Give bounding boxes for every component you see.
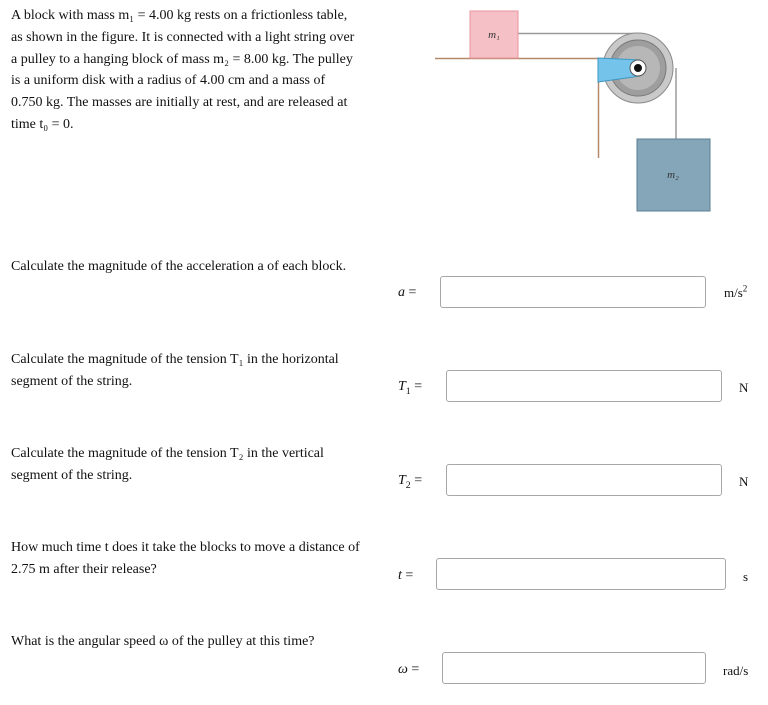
question-angular-speed: [11, 631, 381, 653]
pulley-figure: [430, 0, 768, 230]
tension1-subscript: 1: [405, 385, 411, 397]
time-symbol: t: [398, 568, 402, 583]
question-text: segment of the string.: [11, 374, 133, 389]
tension2-unit: [739, 472, 748, 492]
equals-sign: =: [414, 473, 423, 488]
time-unit: [743, 567, 748, 587]
problem-line: time t₀ = 0.: [11, 116, 74, 132]
angular-speed-symbol: ω: [398, 662, 408, 677]
question-text: How much time t does it take the blocks to move a distance of: [11, 540, 360, 555]
unit-text: s: [743, 569, 749, 584]
tension2-input[interactable]: [446, 464, 722, 496]
problem-line: a pulley to a hanging block of mass m₂ = 8.00 kg. The pulley: [11, 51, 353, 67]
question-text: Calculate the magnitude of the tension T₂ in the vertical: [11, 446, 324, 461]
tension1-symbol: T: [398, 379, 406, 394]
question-text: 2.75 m after their release?: [11, 562, 157, 577]
problem-line: is a uniform disk with a radius of 4.00 cm and a mass of: [11, 73, 326, 89]
unit-text: rad/s: [723, 663, 749, 678]
unit-exponent: 2: [742, 283, 748, 294]
time-label: [398, 566, 413, 586]
acceleration-input[interactable]: [440, 276, 706, 308]
angular-speed-input[interactable]: [442, 652, 706, 684]
block-m2-label: m₂: [667, 169, 679, 181]
question-text: What is the angular speed ω of the pulley at this time?: [11, 634, 315, 649]
question-text: Calculate the magnitude of the acceleration a of each block.: [11, 259, 347, 274]
unit-text: m/s: [724, 285, 743, 300]
unit-text: N: [739, 474, 749, 489]
acceleration-symbol: a: [398, 285, 405, 300]
question-acceleration: [11, 256, 381, 278]
tension2-symbol: T: [398, 473, 406, 488]
time-input[interactable]: [436, 558, 726, 590]
equals-sign: =: [408, 285, 417, 300]
block-m1-label: m₁: [488, 29, 500, 41]
tension1-unit: [739, 378, 748, 398]
question-tension-vertical: [11, 443, 381, 487]
question-text: segment of the string.: [11, 468, 133, 483]
unit-text: N: [739, 380, 749, 395]
equals-sign: =: [405, 568, 414, 583]
tension1-label: [398, 377, 422, 397]
angular-speed-unit: [723, 661, 748, 681]
problem-line: A block with mass m₁ = 4.00 kg rests on a frictionless table,: [11, 8, 348, 23]
acceleration-label: [398, 283, 416, 303]
question-time: [11, 537, 381, 581]
pulley-axle-center: [634, 64, 642, 72]
problem-line: 0.750 kg. The masses are initially at rest, and are released at: [11, 95, 348, 111]
tension2-label: [398, 471, 422, 491]
pulley-diagram: [430, 0, 768, 230]
tension1-input[interactable]: [446, 370, 722, 402]
question-text: Calculate the magnitude of the tension T₁ in the horizontal: [11, 352, 339, 367]
tension2-subscript: 2: [405, 479, 411, 491]
acceleration-unit: [724, 283, 747, 303]
problem-line: as shown in the figure. It is connected with a light string over: [11, 29, 355, 45]
question-tension-horizontal: [11, 349, 381, 393]
equals-sign: =: [411, 662, 420, 677]
problem-statement: [11, 5, 381, 136]
angular-speed-label: [398, 660, 419, 680]
equals-sign: =: [414, 379, 423, 394]
